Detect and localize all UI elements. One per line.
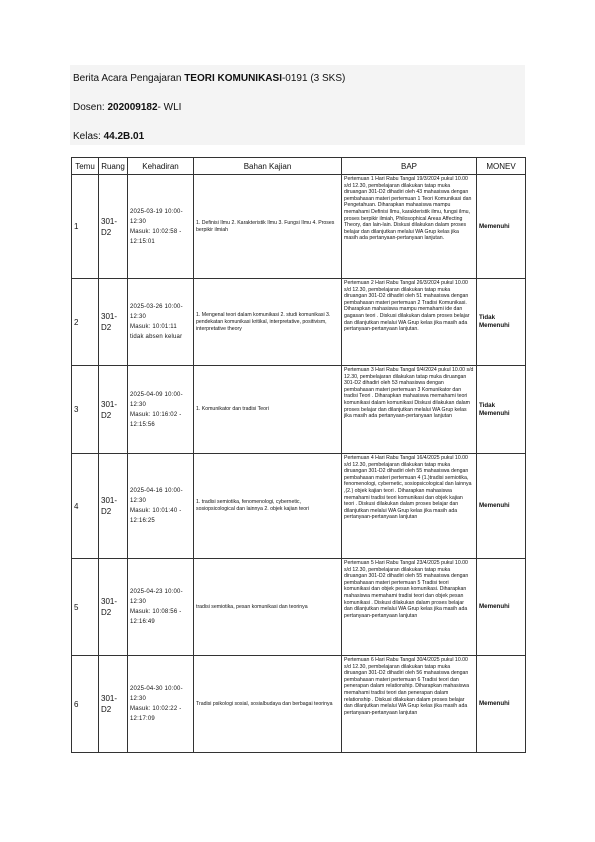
monev-cell: Memenuhi [477,454,526,559]
course-title-line [73,73,345,84]
bap-cell: Pertemuan 4 Hari Rabu Tangal 16/4/2025 pukul 10.00 s/d 12.30, pembelajaran dilakukan tatap muka diruangan 301-D2 dihadiri oleh 55 mahasiswa dengan pembahasan materi pertemuan 4 (1.)tradisi semiotika, fenomenologi, cybernetic, sosiopsicological dan lainnya ,(2.) objek kajian teori . Diharapkan mahasiswa memahami tradisi teori komunikasi dan objek kajian teori . Diskusi dilakukan dalam proses belajar dan dilanjutkan melalui WA Grup kelas jika masih ada pertanyaan-pertanyaan lanjutan [342,454,477,559]
kehadiran-cell [128,559,194,656]
monev-cell: Tidak Memenuhi [477,366,526,454]
jadwal: 2025-03-19 10:00-12:30 [130,208,183,225]
ruang-cell: 301-D2 [99,175,128,279]
jadwal: 2025-03-26 10:00-12:30 [130,304,183,320]
bap-cell: Pertemuan 1 Hari Rabu Tangal 19/3/2024 pukul 10.00 s/d 12.30, pembelajaran dilakukan tatap muka diruangan 301-D2 dihadiri oleh 43 mahasiswa dengan pembahasan materi pertemuan 1 Teori Komunikasi dan Pengetahuan. Diharapkan mahasiswa mampu memahami Definisi Ilmu, karakteristik ilmu, fungsi ilmu, proses berpikir ilmiah, Philosophical Areas Affecting Theory, dan lain-lain. Diskusi dilakukan dalam proses belajar dan dilanjutkan melalui WA Grup kelas jika masih ada pertanyaan-pertanyaan lanjutan. [342,175,477,279]
col-bap: BAP [342,158,477,175]
temu-cell: 3 [72,366,99,454]
bap-cell: Pertemuan 5 Hari Rabu Tangal 23/4/2025 pukul 10.00 s/d 12.30, pembelajaran dilakukan tatap muka diruangan 301-D2 dihadiri oleh 55 mahasiswa dengan pembahasan materi pertemuan 5 Tradisi teori komunikasi dan objek pesan komunikasi. Diharapkan mahasiswa memahami tradisi teori dan objek pesan komunikasi . Diskusi dilakukan dalam proses belajar dan dilanjutkan melalui WA Grup kelas jika masih ada pertanyaan-pertanyaan lanjutan [342,559,477,656]
table-row [72,279,526,366]
table-row [72,366,526,454]
jadwal: 2025-04-23 10:00-12:30 [130,589,183,605]
monev-cell: Memenuhi [477,656,526,753]
course-name: TEORI KOMUNIKASI [184,73,282,84]
table-row [72,175,526,279]
kelas-label: Kelas: [73,131,104,142]
dosen-id: 202009182 [107,102,158,113]
table-row [72,454,526,559]
table-row [72,559,526,656]
title-prefix: Berita Acara Pengajaran [73,73,185,84]
dosen-label: Dosen: [73,102,108,113]
col-kehadiran: Kehadiran [128,158,194,175]
ruang-cell: 301-D2 [99,454,128,559]
course-code: -0191 (3 SKS) [281,73,346,84]
monev-cell: Memenuhi [477,559,526,656]
ruang-cell: 301-D2 [99,366,128,454]
kehadiran-cell [128,175,194,279]
col-temu: Temu [72,158,99,175]
masuk: Masuk: 10:01:40 - 12:16:25 [130,508,182,524]
ruang-cell: 301-D2 [99,279,128,366]
masuk: Masuk: 10:01:11 tidak absen keluar [130,324,183,340]
bahan-cell: tradisi semiotika, pesan komunikasi dan teorinya [194,559,342,656]
bap-table [71,157,526,753]
col-ruang: Ruang [99,158,128,175]
bahan-cell: 1. tradisi semiotika, fenomenologi, cybernetic, sosiopsicological dan lainnya 2. objek kajian teori [194,454,342,559]
masuk: Masuk: 10:02:58 - 12:15:01 [130,228,182,245]
monev-cell: Memenuhi [477,175,526,279]
temu-cell: 2 [72,279,99,366]
bahan-cell: Tradisi psikologi sosial, sosialbudaya dan berbagai teorinya [194,656,342,753]
dosen-suffix: - WLI [157,102,182,113]
ruang-cell: 301-D2 [99,559,128,656]
temu-cell: 5 [72,559,99,656]
jadwal: 2025-04-09 10:00-12:30 [130,391,183,408]
temu-cell: 6 [72,656,99,753]
kehadiran-cell [128,656,194,753]
bahan-cell: 1. Komunikator dan tradisi Teori [194,366,342,454]
ruang-cell: 301-D2 [99,656,128,753]
kehadiran-cell [128,366,194,454]
kehadiran-cell [128,454,194,559]
masuk: Masuk: 10:16:02 - 12:15:56 [130,411,182,428]
bap-cell: Pertemuan 6 Hari Rabu Tangal 30/4/2025 pukul 10.00 s/d 12.30, pembelajaran dilakukan tatap muka diruangan 301-D2 dihadiri oleh 56 mahasiswa dengan pembahasan materi pertemuan 6 Tradisi teori dan penerapan dalam relationship. Diharapkan mahasiswa memahami tradisi teori dan penerapan dalam relationship . Diskusi dilakukan dalam proses belajar dan dilanjutkan melalui WA Grup kelas jika masih ada pertanyaan-pertanyaan lanjutan [342,656,477,753]
temu-cell: 1 [72,175,99,279]
kehadiran-cell [128,279,194,366]
jadwal: 2025-04-16 10:00-12:30 [130,488,183,504]
table-row [72,656,526,753]
masuk: Masuk: 10:02:22 - 12:17:09 [130,706,182,722]
bap-cell: Pertemuan 3 Hari Rabu Tangal 9/4/2024 pukul 10.00 s/d 12.30, pembelajaran dilakukan tatap muka diruangan 301-D2 dihadiri oleh 53 mahasiswa dengan pembahasan materi pertemuan 3 Komunikator dan tradisi Teori . Diharapkan mahasiswa memahami teori komunikasi dalam komunikasi Diskusi dilakukan dalam proses belajar dan dilanjutkan melalui WA Grup kelas jika masih ada pertanyaan-pertanyaan lanjutan [342,366,477,454]
col-monev: MONEV [477,158,526,175]
kelas-value: 44.2B.01 [103,131,145,142]
col-bahan-kajian: Bahan Kajian [194,158,342,175]
monev-cell: Tidak Memenuhi [477,279,526,366]
table-header-row [72,158,526,175]
bap-cell: Pertemuan 2 Hari Rabu Tangal 26/3/2024 pukul 10.00 s/d 12.30, pembelajaran dilakukan tatap muka diruangan 301-D2 dihadiri oleh 51 mahasiswa dengan pembahasan materi pertemuan 2 Tradisi Komunikasi. Diharapkan mahasiswa mampu memahami ide dan gagasan teori . Diskusi dilakukan dalam proses belajar dan dilanjutkan melalui WA Grup kelas jika masih ada pertanyaan-pertanyaan lanjutan. [342,279,477,366]
dosen-line [73,102,181,113]
jadwal: 2025-04-30 10:00-12:30 [130,686,183,702]
kelas-line [73,131,144,142]
bahan-cell: 1. Mengenal teori dalam komunikasi 2. studi komunikasi 3. pendekatan komunikasi kritikal, interpretative, positivism, interpretative theory [194,279,342,366]
masuk: Masuk: 10:08:56 - 12:16:49 [130,609,182,625]
temu-cell: 4 [72,454,99,559]
bahan-cell: 1. Definisi Ilmu 2. Karakteristik Ilmu 3. Fungsi Ilmu 4. Proses berpikir ilmiah [194,175,342,279]
